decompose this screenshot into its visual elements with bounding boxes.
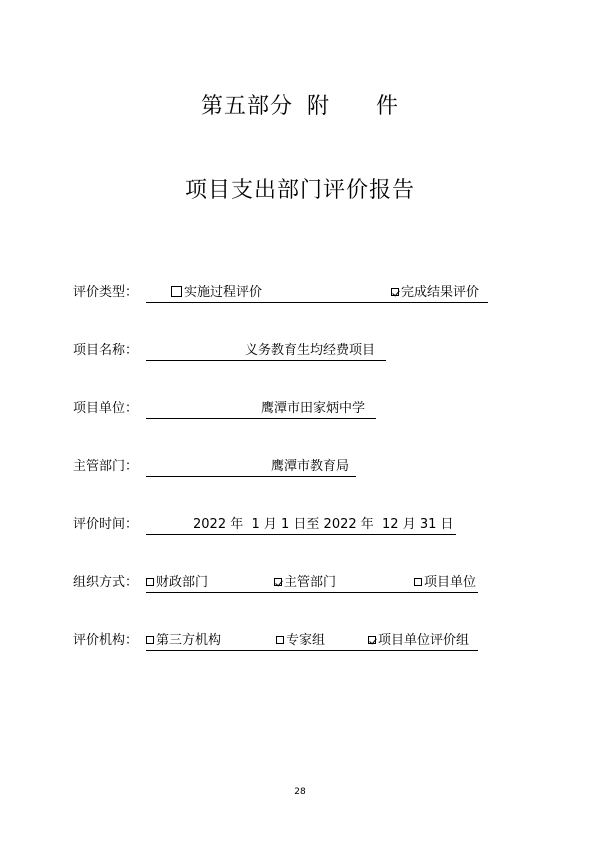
eval-org-option-expert-label: 专家组 <box>286 633 326 648</box>
org-method-option-project-unit[interactable] <box>414 573 476 593</box>
org-method-label: 组织方式： <box>73 575 139 590</box>
eval-org-option-third-party[interactable] <box>146 631 221 651</box>
checkbox-checked-icon[interactable] <box>368 636 376 644</box>
supervisor-underline <box>146 457 356 477</box>
checkbox-unchecked-icon[interactable] <box>276 636 284 644</box>
org-method-option-supervisor[interactable] <box>274 573 336 593</box>
org-method-option-finance[interactable] <box>146 573 208 593</box>
eval-org-underline <box>146 631 478 651</box>
org-method-option-project-unit-label: 项目单位 <box>424 575 477 590</box>
eval-time-label: 评价时间： <box>73 517 139 532</box>
eval-org-option-third-party-label: 第三方机构 <box>156 633 222 648</box>
eval-type-label: 评价类型： <box>73 285 139 300</box>
eval-type-option-result-label: 完成结果评价 <box>401 285 480 300</box>
eval-type-option-result[interactable] <box>391 283 479 303</box>
project-unit-underline <box>146 399 376 419</box>
eval-type-option-process-label: 实施过程评价 <box>184 285 263 300</box>
checkbox-checked-icon[interactable] <box>391 288 399 296</box>
part-char-1: 附 <box>306 94 330 119</box>
project-name-value: 义务教育生均经费项目 <box>245 343 376 358</box>
eval-org-option-expert[interactable] <box>276 631 325 651</box>
org-method-underline <box>146 573 478 593</box>
page-number: 28 <box>294 787 306 797</box>
eval-type-underline <box>146 283 488 303</box>
part-label: 第五部分 <box>200 94 293 119</box>
eval-org-option-project-team-label: 项目单位评价组 <box>378 633 470 648</box>
checkbox-unchecked-icon[interactable] <box>414 578 422 586</box>
eval-org-label: 评价机构： <box>73 633 139 648</box>
project-name-underline <box>146 341 386 361</box>
part-char-2: 件 <box>376 94 400 119</box>
part-title <box>0 92 600 122</box>
project-unit-value: 鹰潭市田家炳中学 <box>261 401 366 416</box>
eval-time-underline <box>146 515 456 535</box>
checkbox-unchecked-icon[interactable] <box>171 286 182 297</box>
checkbox-unchecked-icon[interactable] <box>146 636 154 644</box>
eval-org-option-project-team[interactable] <box>368 631 469 651</box>
checkbox-checked-icon[interactable] <box>274 578 282 586</box>
project-name-label: 项目名称： <box>73 343 139 358</box>
report-title: 项目支出部门评价报告 <box>184 178 415 203</box>
checkbox-unchecked-icon[interactable] <box>146 578 154 586</box>
org-method-option-supervisor-label: 主管部门 <box>284 575 337 590</box>
eval-type-option-process[interactable] <box>171 283 262 303</box>
eval-time-value: 2022 年 1 月 1 日至 2022 年 12 月 31 日 <box>193 517 454 532</box>
supervisor-label: 主管部门： <box>73 459 139 474</box>
supervisor-value: 鹰潭市教育局 <box>271 459 350 474</box>
project-unit-label: 项目单位： <box>73 401 139 416</box>
org-method-option-finance-label: 财政部门 <box>156 575 209 590</box>
